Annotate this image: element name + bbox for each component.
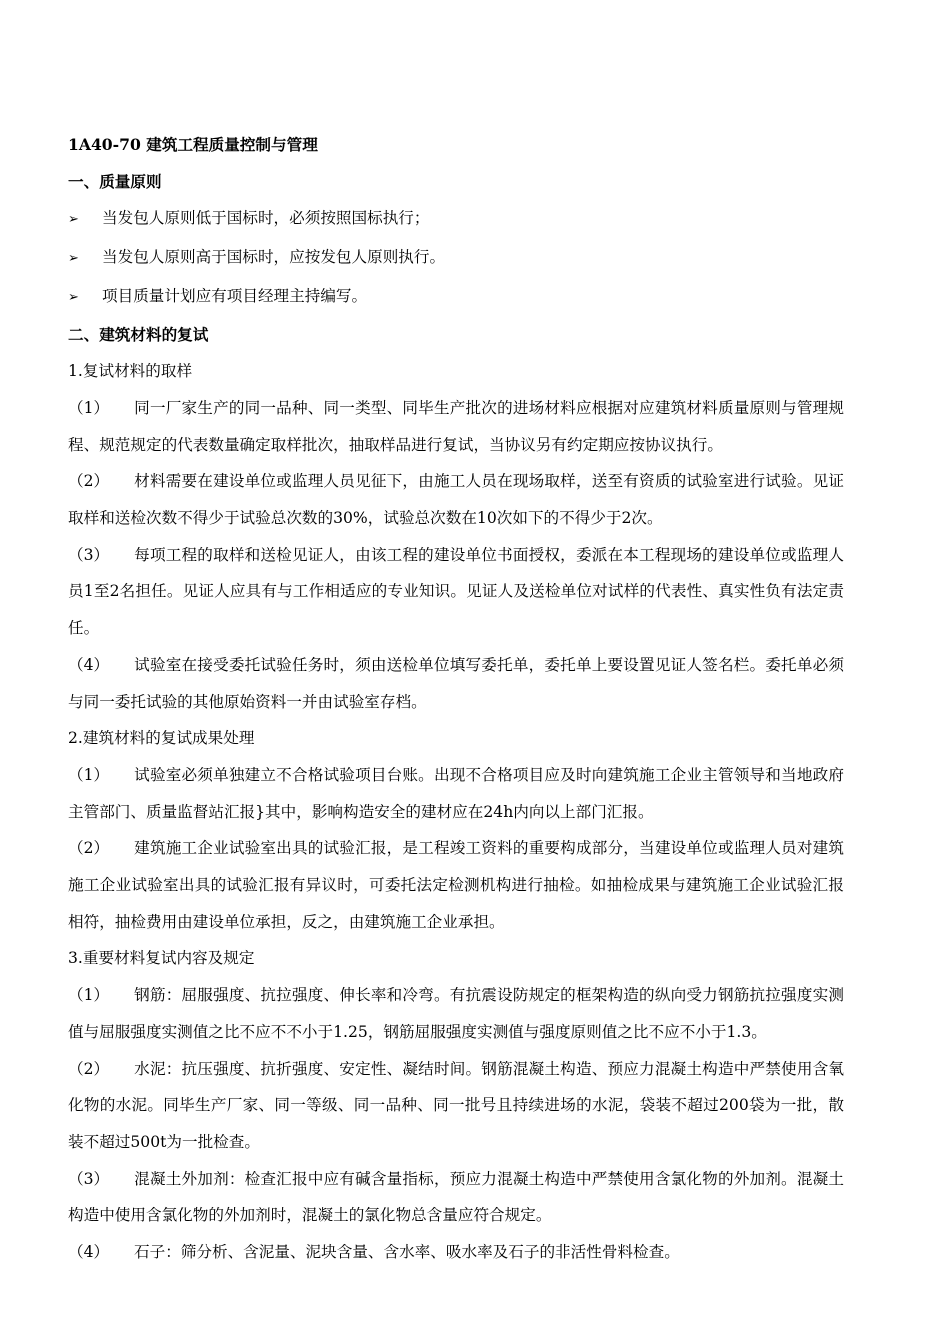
item-number: （2） [68, 1059, 110, 1078]
item-number: （4） [68, 655, 110, 674]
item-number: （1） [68, 765, 110, 784]
arrow-bullet-icon: ➢ [68, 212, 79, 228]
bullet-text: 当发包人原则高于国标时，应按发包人原则执行。 [102, 248, 446, 267]
item-number: （1） [68, 398, 110, 417]
bullet-item [68, 200, 844, 239]
paragraph-text: 试验室在接受委托试验任务时，须由送检单位填写委托单，委托单上要设置见证人签名栏。委托单必须与同一委托试验的其他原始资料一并由试验室存档。 [68, 655, 844, 711]
paragraph-text: 水泥：抗压强度、抗折强度、安定性、凝结时间。钢筋混凝土构造、预应力混凝土构造中严禁使用含氧化物的水泥。同毕生产厂家、同一等级、同一品种、同一批号且持续进场的水泥，袋装不超过200袋为一批，散装不超过500t为一批检查。 [68, 1059, 844, 1151]
document-title: 1A40-70 建筑工程质量控制与管理 [68, 135, 318, 154]
section-heading-quality-principles: 一、质量原则 [68, 171, 162, 191]
item-number: （2） [68, 472, 110, 491]
bullet-item [68, 278, 844, 317]
paragraph-text: 试验室必须单独建立不合格试验项目台账。出现不合格项目应及时向建筑施工企业主管领导和当地政府主管部门、质量监督站汇报}其中，影响构造安全的建材应在24h内向以上部门汇报。 [68, 765, 844, 821]
item-number: （2） [68, 839, 110, 858]
numbered-paragraph [68, 537, 844, 647]
paragraph-text: 混凝土外加剂：检查汇报中应有碱含量指标，预应力混凝土构造中严禁使用含氯化物的外加剂。混凝土构造中使用含氯化物的外加剂时，混凝土的氯化物总含量应符合规定。 [68, 1169, 844, 1225]
arrow-bullet-icon: ➢ [68, 251, 79, 267]
numbered-paragraph [68, 463, 844, 536]
item-number: （3） [68, 545, 110, 564]
paragraph-text: 材料需要在建设单位或监理人员见征下，由施工人员在现场取样，送至有资质的试验室进行试验。见证取样和送检次数不得少于试验总次数的30%，试验总次数在10次如下的不得少于2次。 [68, 472, 844, 528]
numbered-paragraph [68, 1161, 844, 1234]
bullet-text: 当发包人原则低于国标时，必须按照国标执行； [102, 209, 430, 228]
numbered-paragraph [68, 390, 844, 463]
numbered-paragraph [68, 757, 844, 830]
subsection-heading-sampling: 1.复试材料的取样 [68, 362, 193, 381]
arrow-bullet-icon: ➢ [68, 289, 79, 305]
numbered-paragraph [68, 647, 844, 720]
paragraph-text: 石子：筛分析、含泥量、泥块含量、含水率、吸水率及石子的非活性骨料检查。 [134, 1243, 680, 1262]
bullet-item [68, 239, 844, 278]
document-body [68, 127, 844, 1271]
item-number: （3） [68, 1169, 110, 1188]
bullet-text: 项目质量计划应有项目经理主持编写。 [102, 286, 368, 305]
numbered-paragraph [68, 830, 844, 940]
numbered-paragraph [68, 977, 844, 1050]
section-heading-material-retest: 二、建筑材料的复试 [68, 324, 209, 344]
paragraph-text: 每项工程的取样和送检见证人，由该工程的建设单位书面授权，委派在本工程现场的建设单位或监理人员1至2名担任。见证人应具有与工作相适应的专业知识。见证人及送检单位对试样的代表性、真实性负有法定责任。 [68, 545, 844, 638]
item-number: （4） [68, 1243, 110, 1262]
numbered-paragraph [68, 1051, 844, 1161]
subsection-heading-result-handling: 2.建筑材料的复试成果处理 [68, 729, 255, 748]
subsection-heading-retest-content: 3.重要材料复试内容及规定 [68, 949, 255, 968]
item-number: （1） [68, 986, 110, 1005]
numbered-paragraph [68, 1234, 844, 1271]
paragraph-text: 建筑施工企业试验室出具的试验汇报，是工程竣工资料的重要构成部分，当建设单位或监理人员对建筑施工企业试验室出具的试验汇报有异议时，可委托法定检测机构进行抽检。如抽检成果与建筑施工企业试验汇报相符，抽检费用由建设单位承担，反之，由建筑施工企业承担。 [68, 839, 844, 931]
paragraph-text: 钢筋：屈服强度、抗拉强度、伸长率和冷弯。有抗震设防规定的框架构造的纵向受力钢筋抗拉强度实测值与屈服强度实测值之比不应不不小于1.25，钢筋屈服强度实测值与强度原则值之比不应不小于1.3。 [68, 986, 844, 1041]
paragraph-text: 同一厂家生产的同一品种、同一类型、同毕生产批次的进场材料应根据对应建筑材料质量原则与管理规程、规范规定的代表数量确定取样批次，抽取样品进行复试，当协议另有约定期应按协议执行。 [68, 398, 844, 454]
